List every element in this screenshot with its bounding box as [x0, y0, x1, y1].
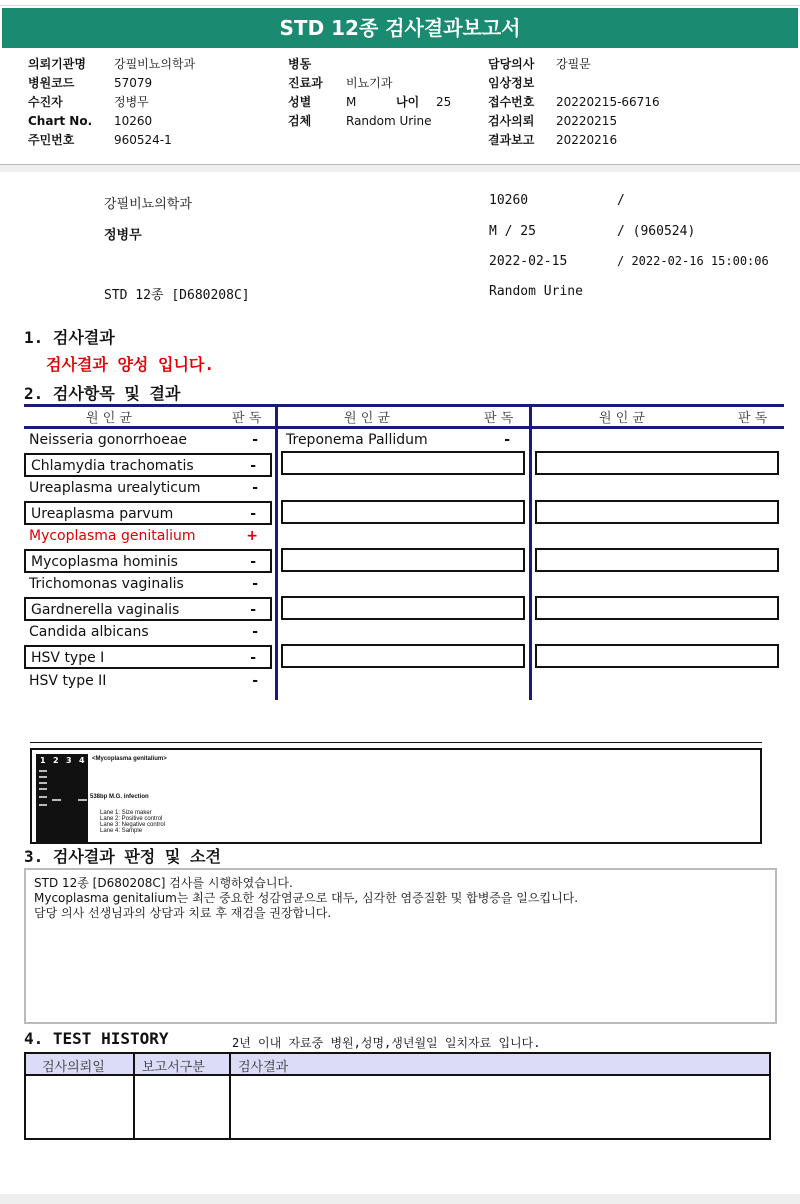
value-sex: M	[346, 95, 357, 109]
empty-row	[535, 548, 779, 572]
ladder-band	[39, 796, 47, 798]
patient-slash: /	[617, 193, 625, 208]
grid-divider-2	[529, 404, 532, 700]
label-ward: 병동	[288, 57, 312, 71]
empty-row	[281, 500, 525, 524]
empty-row	[281, 596, 525, 620]
result-mark: -	[250, 458, 256, 474]
section4-title: 4. TEST HISTORY	[24, 1029, 169, 1048]
value-request-date: 20220215	[556, 114, 618, 128]
result-row	[24, 573, 272, 597]
col1-header-organism: 원 인 균	[86, 411, 132, 426]
col2-header-result: 판 독	[484, 411, 514, 426]
patient-test: STD 12종 [D680208C]	[104, 288, 250, 303]
patient-report-datetime: / 2022-02-16 15:00:06	[617, 254, 769, 268]
empty-row	[535, 644, 779, 668]
gel-legend	[100, 810, 165, 834]
history-col-request-date: 검사의뢰일	[42, 1060, 105, 1075]
history-table	[24, 1052, 771, 1140]
result-mark: -	[250, 506, 256, 522]
organism-name: Gardnerella vaginalis	[31, 602, 180, 618]
history-divider	[133, 1054, 135, 1138]
legend-line: Lane 2: Positive control	[100, 816, 163, 822]
empty-row	[535, 596, 779, 620]
band-label: 538bp M.G. infection	[90, 794, 149, 800]
patient-name: 정병무	[104, 228, 142, 243]
value-chart-no: 10260	[114, 114, 153, 128]
sample-band	[78, 799, 87, 801]
empty-row	[535, 451, 779, 475]
section2-title: 2. 검사항목 및 결과	[24, 384, 181, 403]
gel-image	[36, 754, 88, 842]
patient-clinic: 강필비뇨의학과	[104, 197, 192, 212]
result-row	[24, 670, 272, 694]
col3-header-organism: 원 인 균	[599, 411, 645, 426]
result-mark: -	[252, 480, 258, 496]
patient-sex-age: M / 25	[489, 224, 536, 239]
result-row	[24, 453, 272, 477]
gel-caption: <Mycoplasma genitalium>	[92, 756, 167, 762]
header-col2	[288, 55, 451, 131]
history-col-report-type: 보고서구분	[142, 1060, 205, 1075]
header-col1	[28, 55, 195, 150]
history-note: 2년 이내 자료중 병원,성명,생년월일 일치자료 입니다.	[232, 1036, 541, 1050]
organism-name: Ureaplasma parvum	[31, 506, 174, 522]
value-resident-no: 960524-1	[114, 133, 172, 147]
col1-header-result: 판 독	[232, 411, 262, 426]
label-doctor: 담당의사	[488, 57, 535, 71]
report-title: STD 12종 검사결과보고서	[2, 8, 798, 48]
col2-header-organism: 원 인 균	[344, 411, 390, 426]
organism-name: Mycoplasma genitalium	[29, 528, 196, 544]
organism-name: Candida albicans	[29, 624, 149, 640]
lane-label: 4	[79, 756, 85, 765]
value-clinic: 강필비뇨의학과	[114, 57, 196, 71]
result-mark: -	[250, 650, 256, 666]
empty-row	[281, 644, 525, 668]
footer-strip	[0, 1194, 800, 1204]
label-dept: 진료과	[288, 76, 323, 90]
findings-box	[24, 868, 777, 1024]
label-receipt-no: 접수번호	[488, 95, 535, 109]
history-header-row	[26, 1054, 769, 1076]
result-row	[24, 501, 272, 525]
result-row-positive	[24, 525, 272, 549]
grid-divider-1	[275, 404, 278, 700]
label-clinical-info: 임상정보	[488, 76, 535, 90]
section1-title: 1. 검사결과	[24, 328, 115, 347]
organism-name: HSV type II	[29, 673, 107, 689]
legend-line: Lane 4: Sample	[100, 828, 143, 834]
empty-row	[281, 451, 525, 475]
grid-top-line	[24, 404, 784, 407]
value-hospital-code: 57079	[114, 76, 153, 90]
empty-row	[535, 500, 779, 524]
value-receipt-no: 20220215-66716	[556, 95, 660, 109]
value-specimen: Random Urine	[346, 114, 432, 128]
value-dept: 비뇨기과	[346, 76, 393, 90]
result-mark: -	[252, 673, 258, 689]
ladder-band	[39, 788, 47, 790]
ladder-band	[39, 776, 47, 778]
result-row	[281, 429, 526, 453]
history-col-result: 검사결과	[238, 1060, 289, 1075]
lane-label: 3	[66, 756, 72, 765]
findings-line: 담당 의사 선생님과의 상담과 치료 후 재검을 권장합니다.	[34, 906, 332, 920]
result-mark: -	[250, 602, 256, 618]
result-mark: -	[504, 432, 510, 448]
result-mark: -	[252, 624, 258, 640]
label-clinic: 의뢰기관명	[28, 57, 86, 71]
label-patient: 수진자	[28, 95, 63, 109]
result-mark: -	[252, 576, 258, 592]
image-top-rule	[30, 742, 762, 743]
positive-band	[52, 799, 61, 801]
top-strip	[0, 0, 800, 6]
result-row	[24, 477, 272, 501]
legend-line: Lane 3: Negative control	[100, 822, 166, 828]
result-row	[24, 597, 272, 621]
result-mark: -	[252, 432, 258, 448]
lane-label: 1	[40, 756, 46, 765]
header-separator	[0, 164, 800, 172]
organism-name: Treponema Pallidum	[286, 432, 428, 448]
results-grid	[24, 404, 784, 700]
ladder-band	[39, 770, 47, 772]
value-age: 25	[436, 95, 452, 109]
organism-name: Ureaplasma urealyticum	[29, 480, 201, 496]
organism-name: Trichomonas vaginalis	[29, 576, 184, 592]
findings-line: STD 12종 [D680208C] 검사를 시행하였습니다.	[34, 876, 293, 890]
positive-message: 검사결과 양성 입니다.	[46, 355, 215, 374]
organism-name: Chlamydia trachomatis	[31, 458, 194, 474]
ladder-band	[39, 782, 47, 784]
label-hospital-code: 병원코드	[28, 76, 75, 90]
value-doctor: 강필문	[556, 57, 591, 71]
organism-name: Mycoplasma hominis	[31, 554, 178, 570]
empty-row	[281, 548, 525, 572]
patient-specimen: Random Urine	[489, 284, 583, 299]
findings-line: Mycoplasma genitalium는 최근 중요한 성감염균으로 대두, 심각한 염증질환 및 합병증을 일으킵니다.	[34, 891, 579, 905]
history-divider	[229, 1054, 231, 1138]
result-mark: +	[246, 528, 258, 544]
label-age: 나이	[396, 95, 420, 109]
value-patient: 정병무	[114, 95, 149, 109]
result-row	[24, 549, 272, 573]
value-report-date: 20220216	[556, 133, 618, 147]
gel-image-frame	[30, 748, 762, 844]
header-col3	[488, 55, 660, 150]
patient-birth: / (960524)	[617, 224, 696, 239]
organism-name: HSV type I	[31, 650, 105, 666]
patient-chart: 10260	[489, 193, 529, 208]
section3-title: 3. 검사결과 판정 및 소견	[24, 847, 221, 866]
col3-header-result: 판 독	[738, 411, 768, 426]
organism-name: Neisseria gonorrhoeae	[29, 432, 188, 448]
label-specimen: 검체	[288, 114, 312, 128]
label-resident-no: 주민번호	[28, 133, 75, 147]
label-request-date: 검사의뢰	[488, 114, 535, 128]
label-sex: 성별	[288, 95, 312, 109]
result-mark: -	[250, 554, 256, 570]
legend-line: Lane 1: Size maker	[100, 810, 152, 816]
result-row	[24, 621, 272, 645]
patient-request-date: 2022-02-15	[489, 254, 568, 269]
label-chart-no: Chart No.	[28, 114, 93, 128]
result-row	[24, 429, 272, 453]
ladder-band	[39, 804, 47, 806]
label-report-date: 결과보고	[488, 133, 535, 147]
result-row	[24, 645, 272, 669]
lane-label: 2	[53, 756, 59, 765]
